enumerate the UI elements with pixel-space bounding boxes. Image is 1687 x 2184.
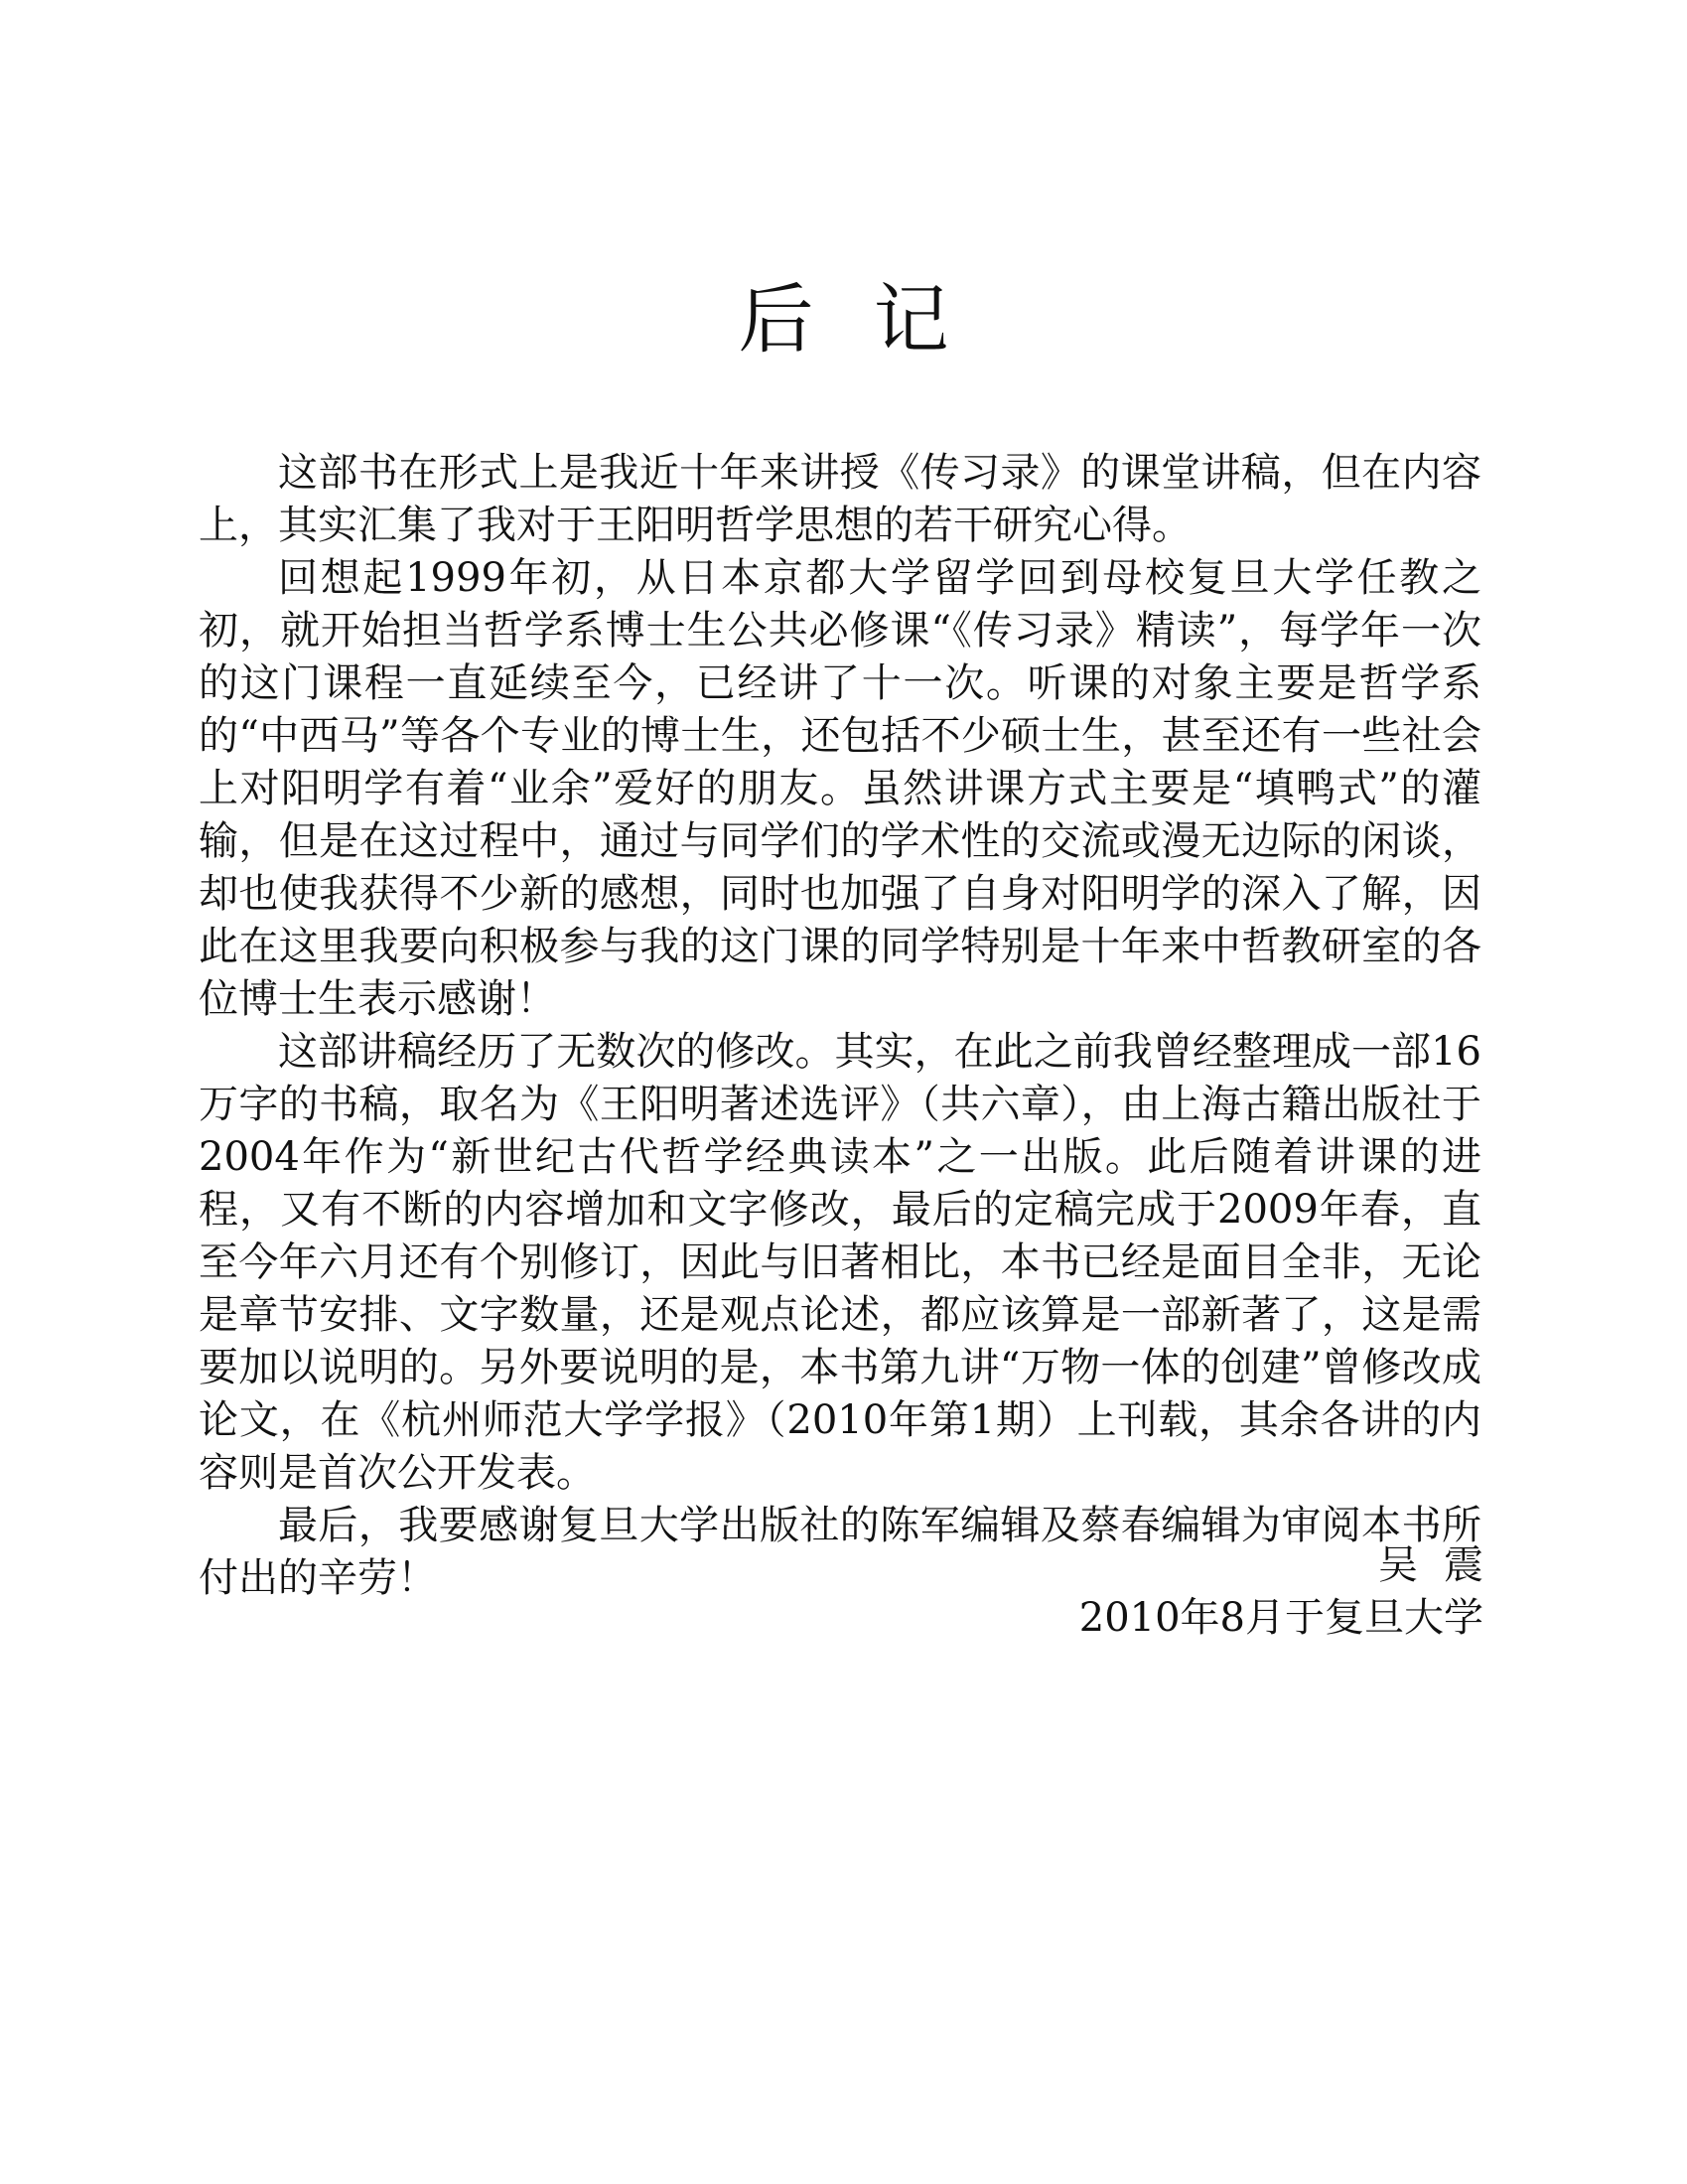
paragraph-3: 这部讲稿经历了无数次的修改。其实，在此之前我曾经整理成一部16万字的书稿，取名为《王阳明著述选评》（共六章），由上海古籍出版社于2004年作为“新世纪古代哲学经典读本”之一出版。此后随着讲课的进程，又有不断的内容增加和文字修改，最后的定稿完成于2009年春，直至今年六月还有个别修订，因此与旧著相比，本书已经是面目全非，无论是章节安排、文字数量，还是观点论述，都应该算是一部新著了，这是需要加以说明的。另外要说明的是，本书第九讲“万物一体的创建”曾修改成论文，在《杭州师范大学学报》（2010年第1期）上刊载，其余各讲的内容则是首次公开发表。 [199,1029,1481,1496]
body-text [199,447,1481,1605]
page-title: 后记 [738,275,1009,364]
paragraph-4: 最后，我要感谢复旦大学出版社的陈军编辑及蔡春编辑为审阅本书所付出的辛劳！ [199,1503,1481,1601]
paragraph-2: 回想起1999年初，从日本京都大学留学回到母校复旦大学任教之初，就开始担当哲学系博士生公共必修课“《传习录》精读”，每学年一次的这门课程一直延续至今，已经讲了十一次。听课的对象主要是哲学系的“中西马”等各个专业的博士生，还包括不少硕士生，甚至还有一些社会上对阳明学有着“业余”爱好的朋友。虽然讲课方式主要是“填鸭式”的灌输，但是在这过程中，通过与同学们的学术性的交流或漫无边际的闲谈，却也使我获得不少新的感想，同时也加强了自身对阳明学的深入了解，因此在这里我要向积极参与我的这门课的同学特别是十年来中哲教研室的各位博士生表示感谢！ [199,555,1481,1022]
signature-date: 2010年8月于复旦大学 [1078,1595,1483,1641]
author-name: 吴震 [1378,1542,1509,1588]
paragraph-1: 这部书在形式上是我近十年来讲授《传习录》的课堂讲稿，但在内容上，其实汇集了我对于王阳明哲学思想的若干研究心得。 [199,450,1481,548]
signature-block [1078,1539,1509,1645]
